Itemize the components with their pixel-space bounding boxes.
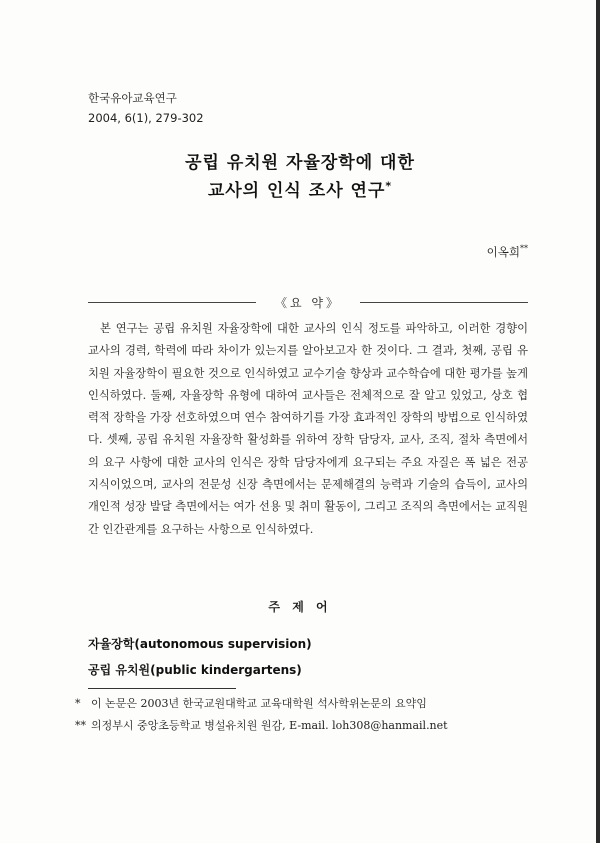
keyword-item: 공립 유치원(public kindergartens) [88, 663, 302, 677]
paper-title-line2 [0, 176, 600, 201]
abstract-heading [88, 294, 528, 310]
keywords-heading: 주 제 어 [268, 600, 332, 614]
footnote-1-text: 이 논문은 2003년 한국교원대학교 교육대학원 석사학위논문의 요약임 [91, 697, 427, 710]
journal-info [88, 88, 204, 128]
paper-title-line1 [0, 148, 600, 173]
footnote-1 [75, 695, 427, 711]
author [487, 244, 528, 260]
journal-citation: 2004, 6(1), 279-302 [88, 111, 204, 125]
title-footnote-marker: * [385, 179, 393, 193]
title-line2-text: 교사의 인식 조사 연구 [207, 181, 386, 201]
footnote-2-text: 의정부시 중앙초등학교 병설유치원 원감, E-mail. loh308@hanmail.net [91, 719, 448, 732]
scan-edge [596, 0, 600, 843]
author-name: 이옥희 [486, 245, 520, 259]
footnote-divider [88, 688, 236, 689]
journal-name: 한국유아교육연구 [88, 91, 177, 105]
title-line1-text: 공립 유치원 자율장학에 대한 [185, 153, 415, 173]
footnote-1-mark: * [75, 697, 81, 710]
abstract-heading-label: 《요 약》 [275, 296, 341, 310]
abstract-text: 본 연구는 공립 유치원 자율장학에 대한 교사의 인식 정도를 파악하고, 이러한 경향이 교사의 경력, 학력에 따라 차이가 있는지를 알아보고자 한 것이다. 그 결과, 첫째, 공립 유치원 자율장학이 필요한 것으로 인식하였고 교수기술 향상과 교수학습에 대한 평가를 높게 인식하였다. 둘째, 자율장학 유형에 대하여 교사들은 전체적으로 잘 알고 있었고, 상호 협력적 장학을 가장 선호하였으며 연수 참여하기를 가장 효과적인 장학의 방법으로 인식하였다. 셋째, 공립 유치원 자율장학 활성화를 위하여 장학 담당자, 교사, 조직, 절차 측면에서의 요구 사항에 대한 교사의 인식은 장학 담당자에게 요구되는 주요 자질은 폭 넓은 전공 지식이었으며, 교사의 전문성 신장 측면에서는 문제해결의 능력과 기술의 습득이, 교사의 개인적 성장 발달 측면에서는 여가 선용 및 취미 활동이, 그리고 조직의 측면에서는 교직원간 인간관계를 요구하는 사항으로 인식하였다. [88, 322, 528, 536]
keyword-item: 자율장학(autonomous supervision) [88, 637, 312, 651]
author-footnote-marker: ** [520, 244, 528, 254]
footnote-2-mark: ** [75, 719, 86, 732]
footnote-2 [75, 717, 448, 733]
abstract-rule-right [360, 302, 528, 303]
